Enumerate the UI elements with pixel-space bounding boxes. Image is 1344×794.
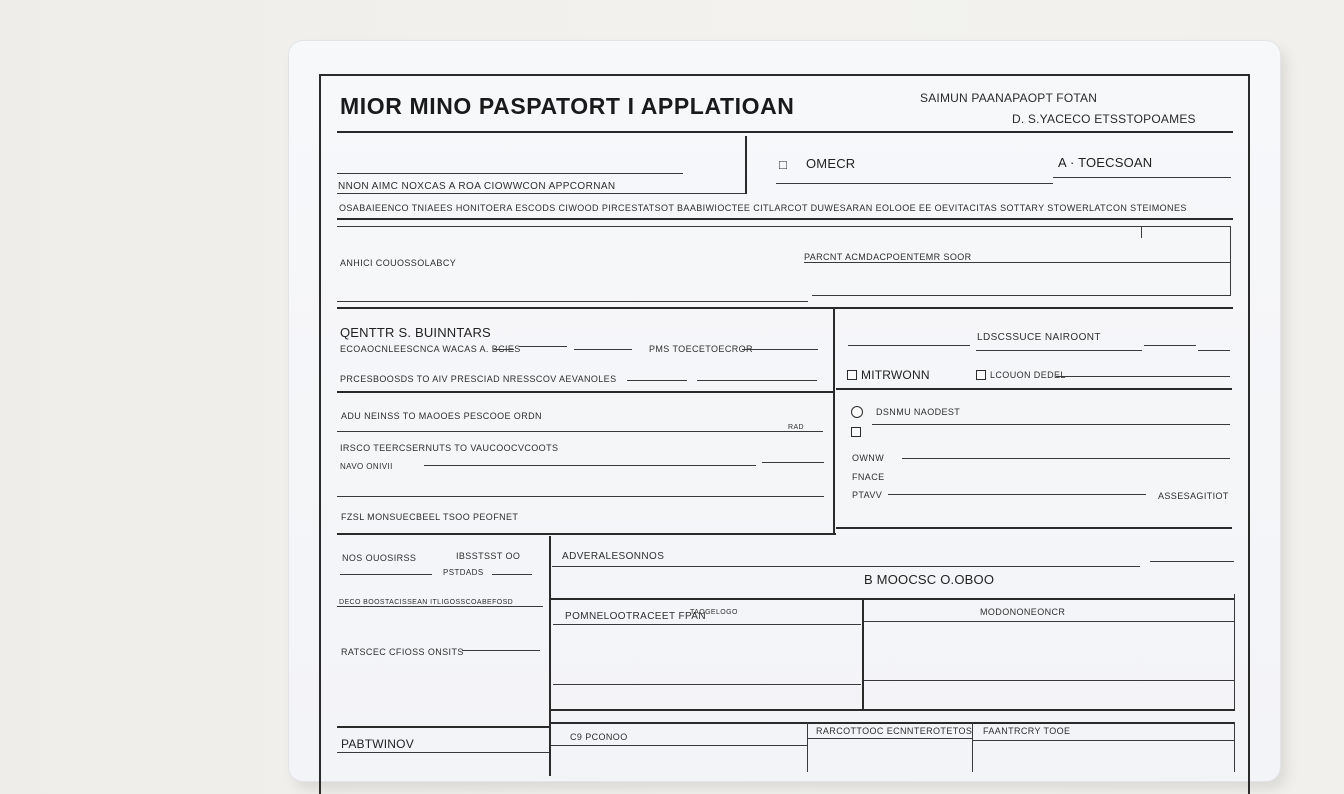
table-mid-divider — [862, 598, 864, 710]
pabt-field-line[interactable] — [337, 752, 549, 753]
anhicl-field-line[interactable] — [337, 301, 808, 302]
field-496[interactable] — [337, 496, 824, 497]
field-494[interactable] — [494, 349, 514, 350]
ibssr-label: IBSSTSST OO — [456, 551, 521, 561]
parcnt-field-line[interactable] — [804, 262, 1230, 263]
section-name-header: NNON AIMC NOXCAS A ROA CIOWWCON APPCORNAN — [338, 181, 616, 192]
modon-rule — [864, 621, 1234, 622]
dsnmu-label: DSNMU NAODEST — [876, 407, 961, 417]
asse-label: ASSESAGITIOT — [1158, 491, 1229, 501]
header-divider — [745, 136, 747, 194]
pomnelo-label: POMNELOOTRACEET FPAN — [565, 611, 706, 622]
ldsc-line-2[interactable] — [976, 350, 1142, 351]
option-checkbox[interactable] — [851, 427, 861, 437]
parcnt-label: PARCNT ACMDACPOENTEMR SOOR — [804, 252, 972, 262]
rarc-field-line[interactable] — [808, 738, 972, 739]
mitrwonn-checkbox[interactable] — [847, 370, 857, 380]
bottom-div-1 — [807, 722, 808, 772]
bottom-table-top — [551, 722, 1235, 724]
tocsoan-label: A · TOECSOAN — [1058, 155, 1153, 170]
ldsc-label: LDSCSSUCE NAIROONT — [977, 332, 1101, 343]
table-right-edge — [1234, 594, 1235, 709]
dsnmu-field-line[interactable] — [872, 424, 1230, 425]
adver-field-line-2[interactable] — [1150, 561, 1234, 562]
ratsc-field-line[interactable] — [462, 650, 540, 651]
lower-left-divider — [549, 536, 551, 776]
dsnmu-radio[interactable] — [851, 406, 863, 418]
rule-527-right — [836, 527, 1232, 529]
right-edge-anhicl — [1230, 226, 1231, 296]
ownw-field-line[interactable] — [902, 458, 1230, 459]
ldsc-line-3[interactable] — [1144, 345, 1196, 346]
bmooc-label: B MOOCSC O.OBOO — [864, 572, 995, 587]
pstdabs-field-line[interactable] — [492, 574, 532, 575]
adver-field-line[interactable] — [552, 566, 1140, 567]
anhicl-right-line[interactable] — [812, 295, 1230, 296]
cps-field-line[interactable] — [551, 745, 807, 746]
anhicl-label: ANHICI COUOSSOLABCY — [340, 258, 457, 268]
farrt-field-line[interactable] — [973, 740, 1234, 741]
ldsc-line-4[interactable] — [1198, 350, 1230, 351]
cps-label: C9 PCONOO — [570, 732, 628, 742]
field-697[interactable] — [697, 380, 817, 381]
field-627[interactable] — [627, 380, 687, 381]
table-row-line-right[interactable] — [864, 680, 1234, 681]
rao-label: RAD — [788, 424, 804, 431]
field-574[interactable] — [574, 349, 632, 350]
field-519[interactable] — [519, 346, 567, 347]
pms-label: PMS TOECETOECROR — [649, 344, 753, 354]
instructions-text: OSABAIEENCO TNIAEES HONITOERA ESCODS CIWOOD PIRCESTATSOT BAABIWIOCTEE CITLARCOT DUWESARAN EOLOOE EE OEVITACITAS SOTTARY STOWERLATCON STEIMONES — [339, 203, 1187, 213]
fzsl-label: FZSL MONSUECBEEL TSOO PEOFNET — [341, 512, 519, 522]
rule-226 — [337, 226, 1230, 227]
tick-1141 — [1141, 226, 1142, 238]
qenttr-label: QENTTR S. BUINNTARS — [340, 325, 491, 340]
mitrwonn-label: MITRWONN — [861, 368, 930, 382]
omecr-text: OMECR — [806, 156, 856, 171]
pomnelo-small: TAOGELOGO — [690, 609, 738, 616]
omecr-label: □ — [779, 157, 788, 172]
form-title-right: SAIMUN PAANAPAOPT FOTAN — [920, 91, 1098, 105]
omecr-field-line[interactable] — [776, 183, 1053, 184]
adver-label: ADVERALESONNOS — [562, 551, 665, 562]
rule-533-left — [337, 533, 836, 535]
ownw-label: OWNW — [852, 453, 885, 463]
section-rule-307 — [337, 307, 1233, 309]
row-small-2: PRCESBOOSDS TO AIV PRESCIAD NRESSCOV AEVANOLES — [340, 374, 617, 384]
adu-label: ADU NEINSS TO MAOOES PESCOOE ORDN — [341, 411, 542, 421]
rarc-label: RARCOTTOOC ECNNTEROTETOS — [816, 726, 973, 736]
farrt-label: FAANTRCRY TOOE — [983, 726, 1071, 736]
navo-label: NAVO ONIVII — [340, 462, 393, 471]
table-bottom-rule — [551, 709, 1235, 711]
adu-field-line[interactable] — [337, 431, 823, 432]
pomnelo-rule — [553, 624, 861, 625]
small-lower: DECO BOOSTACISSEAN ITLIGOSSCOABEFOSD — [339, 599, 514, 606]
navo-field-line-2[interactable] — [762, 462, 824, 463]
irsco-label: IRSCO TEERCSERNUTS TO VAUCOOCVCOOTS — [340, 443, 559, 453]
small-lower-line[interactable] — [337, 606, 543, 607]
form-subtitle-right: D. S.YACECO ETSSTOPOAMES — [1012, 112, 1196, 126]
row-small-1: ECOAOCNLEESCNCA WACAS A. BCIES — [340, 344, 521, 354]
pray-field-line[interactable] — [888, 494, 1146, 495]
name-field-line[interactable] — [337, 173, 683, 174]
pstdabs-label: PSTDADS — [443, 568, 484, 577]
pabt-label: PABTWINOV — [341, 737, 414, 751]
cosn-checkbox[interactable] — [976, 370, 986, 380]
modon-label: MODONONEONCR — [980, 607, 1066, 617]
header-rule — [337, 131, 1233, 133]
table-row-line-left[interactable] — [553, 684, 861, 685]
nos-field-line[interactable] — [340, 574, 432, 575]
navo-field-line[interactable] — [424, 465, 756, 466]
ratsc-label: RATSCEC CFIOSS ONSITS — [341, 647, 464, 657]
name-underline — [337, 193, 745, 194]
middle-divider — [833, 309, 835, 533]
instructions-rule — [337, 218, 1233, 220]
rule-388-right — [836, 388, 1232, 390]
rule-391-left — [337, 391, 834, 393]
form-title: MIOR MINO PASPATORT I APPLATIOAN — [340, 93, 795, 119]
bottom-div-3 — [1234, 722, 1235, 772]
table-top-rule — [551, 598, 1235, 600]
ldsc-line-1[interactable] — [848, 345, 970, 346]
cosn-label: LCOUON DEDEL — [990, 370, 1066, 380]
fnace-label: FNACE — [852, 472, 885, 482]
cosn-field-line[interactable] — [1056, 376, 1230, 377]
nos-label: NOS OUOSIRSS — [342, 553, 417, 563]
tocsoan-field-line[interactable] — [1053, 177, 1231, 178]
pray-label: PTAVV — [852, 490, 883, 500]
pms-field-line[interactable] — [742, 349, 818, 350]
rule-726-left — [337, 726, 549, 728]
